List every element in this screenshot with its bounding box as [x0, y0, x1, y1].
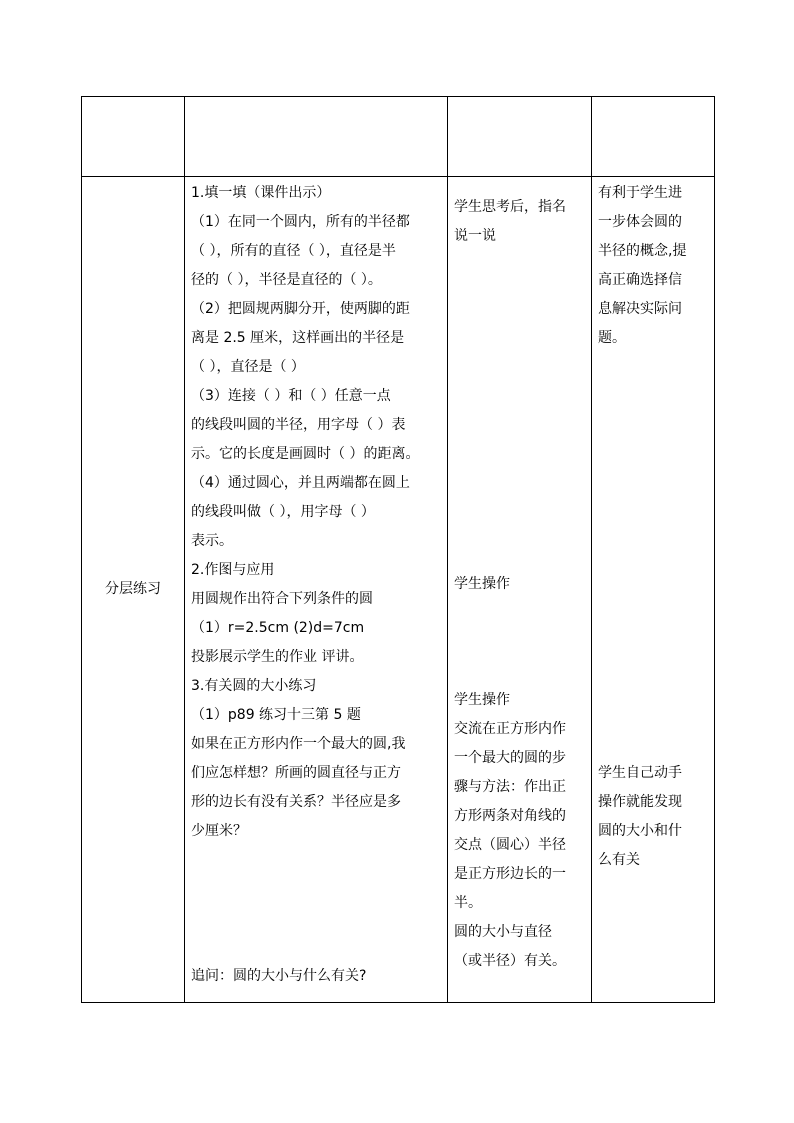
intent-line: 有利于学生进	[598, 185, 682, 201]
student-line: 学生操作	[454, 576, 510, 592]
student-line: （或半径）有关。	[454, 953, 566, 969]
empty-cell	[592, 97, 715, 177]
student-line: 是正方形边长的一	[454, 866, 566, 882]
content-line: （ ），直径是（ ）	[191, 359, 305, 375]
student-line: 圆的大小与直径	[454, 924, 552, 940]
intent-line: 高正确选择信	[598, 272, 682, 288]
content-line: 2.作图与应用	[191, 562, 275, 578]
content-line: 表示。	[191, 533, 233, 549]
content-line: 用圆规作出符合下列条件的圆	[191, 591, 373, 607]
content-line: 1.填一填（课件出示）	[191, 185, 331, 201]
intent-line: 半径的概念,提	[598, 243, 687, 259]
intent-line: 么有关	[598, 852, 640, 868]
empty-cell	[448, 97, 592, 177]
design-intent-cell	[592, 177, 715, 1003]
intent-line: 题。	[598, 330, 626, 346]
section-label-text: 分层练习	[105, 581, 161, 597]
student-line: 半。	[454, 895, 482, 911]
lesson-table	[81, 96, 715, 1003]
content-line: 离是 2.5 厘米，这样画出的半径是	[191, 330, 405, 346]
content-line: 示。它的长度是画圆时（ ）的距离。	[191, 446, 420, 462]
content-line: （1）p89 练习十三第 5 题	[191, 707, 361, 723]
section-label	[82, 177, 185, 1003]
intent-line: 圆的大小和什	[598, 823, 682, 839]
empty-cell	[82, 97, 185, 177]
intent-line: 学生自己动手	[598, 765, 682, 781]
student-line: 学生思考后，指名	[454, 199, 566, 215]
empty-cell	[185, 97, 448, 177]
content-line: （ ），所有的直径（ ），直径是半	[191, 243, 396, 259]
content-line: 的线段叫圆的半径，用字母（ ）表	[191, 417, 406, 433]
content-line: 3.有关圆的大小练习	[191, 678, 317, 694]
content-line: 的线段叫做（ ），用字母（ ）	[191, 504, 375, 520]
table-row-empty	[82, 97, 715, 177]
content-line: （1）在同一个圆内，所有的半径都	[191, 214, 410, 230]
content-cell	[185, 177, 448, 1003]
intent-line: 一步体会圆的	[598, 214, 682, 230]
content-line: 形的边长有没有关系？半径应是多	[191, 794, 401, 810]
content-line: 投影展示学生的作业 评讲。	[191, 649, 364, 665]
student-line: 学生操作	[454, 692, 510, 708]
intent-line: 操作就能发现	[598, 794, 682, 810]
student-line: 一个最大的圆的步	[454, 750, 566, 766]
content-line: （2）把圆规两脚分开，使两脚的距	[191, 301, 410, 317]
content-line: 们应怎样想？所画的圆直径与正方	[191, 765, 401, 781]
student-activity-cell	[448, 177, 592, 1003]
content-line: （1）r=2.5cm (2)d=7cm	[191, 620, 365, 636]
student-line: 交流在正方形内作	[454, 721, 566, 737]
table-row-practice	[82, 177, 715, 1003]
intent-line: 息解决实际问	[598, 301, 682, 317]
content-line: （4）通过圆心，并且两端都在圆上	[191, 475, 410, 491]
content-line: 径的（ ），半径是直径的（ ）。	[191, 272, 382, 288]
content-line: 少厘米？	[191, 823, 247, 839]
student-line: 骤与方法：作出正	[454, 779, 566, 795]
content-followup: 追问：圆的大小与什么有关?	[191, 968, 367, 984]
student-line: 方形两条对角线的	[454, 808, 566, 824]
student-line: 交点（圆心）半径	[454, 837, 566, 853]
content-line: 如果在正方形内作一个最大的圆,我	[191, 736, 406, 752]
student-line: 说一说	[454, 228, 496, 244]
content-line: （3）连接（ ）和（ ）任意一点	[191, 388, 391, 404]
